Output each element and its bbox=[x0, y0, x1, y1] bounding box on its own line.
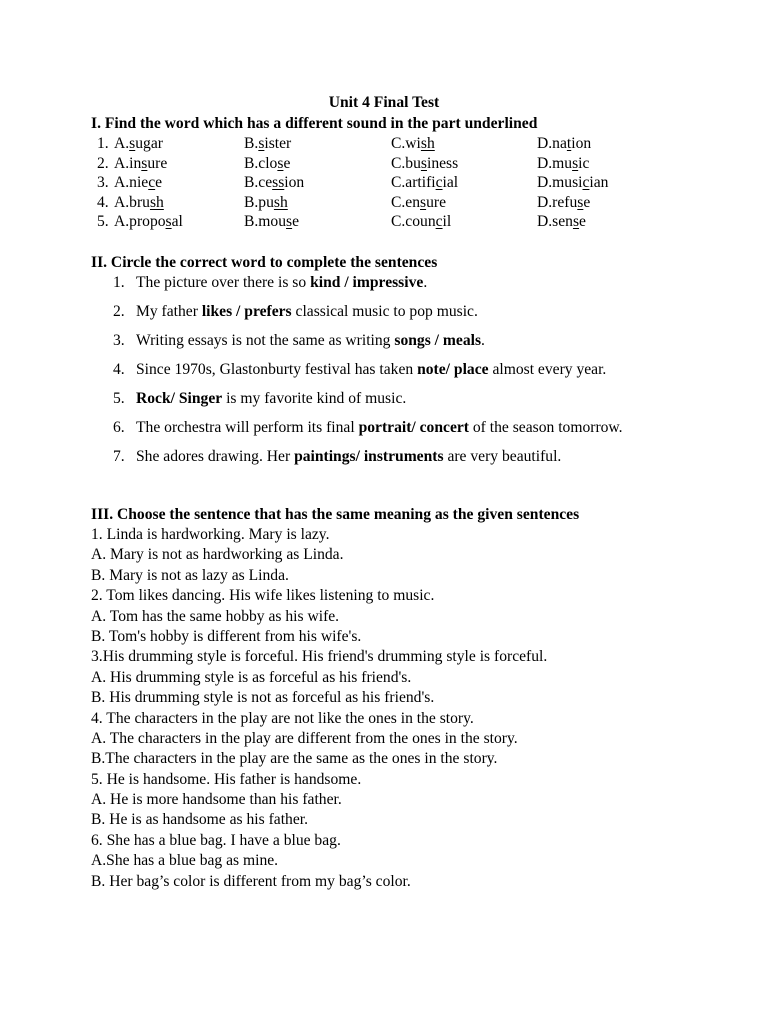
option-text: e bbox=[155, 174, 163, 192]
underlined-part: ss bbox=[272, 174, 285, 192]
answer-option bbox=[244, 154, 290, 174]
underlined-part: s bbox=[572, 213, 580, 231]
option-text: A.nie bbox=[114, 174, 149, 192]
option-text: C.bu bbox=[391, 154, 421, 172]
word-choice: kind / impressive bbox=[310, 274, 424, 291]
word-choice: paintings/ instruments bbox=[294, 448, 444, 465]
sentence-text: The picture over there is so bbox=[136, 274, 311, 291]
answer-option bbox=[391, 134, 435, 154]
exercise-line: B. He is as handsome as his father. bbox=[91, 811, 308, 829]
sentence-text: The orchestra will perform its final bbox=[136, 419, 359, 436]
exercise-line: 1. Linda is hardworking. Mary is lazy. bbox=[91, 526, 330, 543]
answer-option bbox=[244, 193, 288, 213]
option-text: ugar bbox=[135, 135, 163, 152]
item-sentence bbox=[136, 273, 427, 293]
underlined-part: s bbox=[258, 135, 265, 152]
answer-option bbox=[537, 154, 589, 174]
option-text: C.coun bbox=[391, 213, 436, 231]
exercise-line: 6. She has a blue bag. I have a blue bag. bbox=[91, 831, 341, 849]
section2-heading: II. Circle the correct word to complete the sentences bbox=[91, 254, 438, 271]
exercise-line: B. Her bag’s color is different from my bag’s color. bbox=[91, 872, 411, 890]
option-text: al bbox=[171, 213, 183, 231]
option-text: ure bbox=[426, 193, 447, 211]
word-choice: songs / meals bbox=[394, 332, 482, 349]
sentence-text: She adores drawing. Her bbox=[136, 448, 295, 465]
option-text: C.artifi bbox=[391, 174, 436, 192]
exercise-line: B. Tom's hobby is different from his wife's. bbox=[91, 627, 362, 645]
page-title: Unit 4 Final Test bbox=[328, 94, 440, 111]
option-text: e bbox=[579, 213, 586, 231]
answer-option bbox=[391, 193, 446, 213]
underlined-part: s bbox=[277, 154, 284, 172]
option-text: B.pu bbox=[244, 193, 274, 211]
answer-option bbox=[537, 212, 586, 232]
underlined-part: sh bbox=[420, 135, 435, 152]
option-text: A.bru bbox=[114, 193, 150, 211]
underlined-part: s bbox=[577, 193, 584, 211]
underlined-part: s bbox=[165, 213, 172, 231]
option-text: iness bbox=[426, 154, 459, 172]
option-text: ic bbox=[578, 154, 590, 172]
exercise-line: B. Mary is not as lazy as Linda. bbox=[91, 566, 289, 584]
section3-list bbox=[91, 525, 547, 892]
answer-option bbox=[114, 212, 183, 232]
sentence-text: is my favorite kind of music. bbox=[222, 390, 407, 407]
underlined-part: c bbox=[435, 213, 443, 231]
option-text: e bbox=[583, 193, 591, 211]
option-text: ial bbox=[442, 174, 459, 192]
option-text: C.wi bbox=[391, 135, 421, 152]
option-text: e bbox=[283, 154, 291, 172]
option-text: D.refu bbox=[537, 193, 578, 211]
item-number: 6. bbox=[113, 419, 125, 436]
answer-option bbox=[114, 193, 164, 213]
underlined-part: s bbox=[572, 154, 579, 172]
underlined-part: s bbox=[286, 213, 293, 231]
option-text: A.in bbox=[114, 154, 142, 172]
underlined-part: c bbox=[148, 174, 156, 192]
answer-option bbox=[537, 193, 590, 213]
option-text: D.sen bbox=[537, 213, 573, 231]
option-text: B. bbox=[244, 135, 259, 152]
item-number: 1. bbox=[113, 274, 125, 291]
word-choice: portrait/ concert bbox=[358, 419, 469, 436]
item-sentence bbox=[136, 389, 406, 409]
option-text: il bbox=[442, 213, 452, 231]
sentence-text: Writing essays is not the same as writing bbox=[136, 332, 395, 349]
underlined-part: s bbox=[141, 154, 148, 172]
answer-option bbox=[537, 134, 591, 154]
question-number: 1. bbox=[97, 135, 109, 152]
answer-option bbox=[391, 173, 458, 193]
answer-option bbox=[244, 134, 291, 154]
option-text: C.en bbox=[391, 193, 421, 211]
option-text: ian bbox=[589, 174, 609, 192]
item-number: 5. bbox=[113, 390, 125, 407]
answer-option bbox=[391, 154, 458, 174]
sentence-text: My father bbox=[136, 303, 202, 320]
item-sentence bbox=[136, 302, 478, 322]
option-text: D.mu bbox=[537, 154, 573, 172]
exercise-line: A. Mary is not as hardworking as Linda. bbox=[91, 546, 344, 564]
answer-option bbox=[114, 134, 163, 154]
underlined-part: s bbox=[420, 154, 427, 172]
item-number: 2. bbox=[113, 303, 125, 320]
option-text: B.clo bbox=[244, 154, 278, 172]
word-choice: note/ place bbox=[417, 361, 489, 378]
underlined-part: c bbox=[435, 174, 443, 192]
exercise-line: B. His drumming style is not as forceful as his friend's. bbox=[91, 689, 435, 707]
answer-option bbox=[537, 173, 608, 193]
underlined-part: sh bbox=[273, 193, 288, 211]
exercise-line: A.She has a blue bag as mine. bbox=[91, 852, 279, 870]
sentence-text: of the season tomorrow. bbox=[468, 419, 623, 436]
exercise-line: B.The characters in the play are the same as the ones in the story. bbox=[91, 750, 498, 768]
question-number: 4. bbox=[97, 193, 109, 211]
underlined-part: sh bbox=[149, 193, 164, 211]
exercise-line: 2. Tom likes dancing. His wife likes listening to music. bbox=[91, 587, 435, 605]
exercise-line: A. His drumming style is as forceful as his friend's. bbox=[91, 668, 412, 686]
option-text: A. bbox=[114, 135, 130, 152]
answer-option bbox=[114, 154, 167, 174]
option-text: e bbox=[292, 213, 300, 231]
answer-option bbox=[244, 173, 304, 193]
section3-heading: III. Choose the sentence that has the same meaning as the given sentences bbox=[91, 506, 580, 523]
answer-option bbox=[114, 173, 162, 193]
item-sentence bbox=[136, 360, 606, 380]
option-text: ister bbox=[264, 135, 292, 152]
underlined-part: t bbox=[566, 135, 572, 152]
option-text: ure bbox=[147, 154, 168, 172]
option-text: B.mou bbox=[244, 213, 287, 231]
exercise-line: A. Tom has the same hobby as his wife. bbox=[91, 607, 340, 625]
sentence-text: classical music to pop music. bbox=[291, 303, 478, 320]
option-text: D.na bbox=[537, 135, 567, 152]
section1-heading: I. Find the word which has a different sound in the part underlined bbox=[91, 115, 538, 132]
item-number: 3. bbox=[113, 332, 125, 349]
option-text: A.propo bbox=[114, 213, 166, 231]
word-choice: Rock/ Singer bbox=[136, 390, 223, 407]
exercise-line: 3.His drumming style is forceful. His friend's drumming style is forceful. bbox=[91, 648, 548, 666]
option-text: D.musi bbox=[537, 174, 583, 192]
item-sentence bbox=[136, 447, 561, 467]
exercise-line: 4. The characters in the play are not like the ones in the story. bbox=[91, 709, 474, 727]
question-number: 5. bbox=[97, 213, 109, 231]
sentence-text: are very beautiful. bbox=[443, 448, 562, 465]
sentence-text: . bbox=[481, 332, 485, 349]
sentence-text: Since 1970s, Glastonburty festival has taken bbox=[136, 361, 418, 378]
option-text: ion bbox=[284, 174, 305, 192]
underlined-part: c bbox=[582, 174, 590, 192]
answer-option bbox=[391, 212, 451, 232]
item-sentence bbox=[136, 418, 623, 438]
option-text: B.ce bbox=[244, 174, 273, 192]
answer-option bbox=[244, 212, 299, 232]
word-choice: likes / prefers bbox=[201, 303, 292, 320]
question-number: 2. bbox=[97, 154, 109, 172]
item-number: 7. bbox=[113, 448, 125, 465]
underlined-part: s bbox=[129, 135, 136, 152]
exercise-line: A. He is more handsome than his father. bbox=[91, 791, 342, 809]
question-number: 3. bbox=[97, 174, 109, 192]
underlined-part: s bbox=[420, 193, 427, 211]
exercise-line: A. The characters in the play are different from the ones in the story. bbox=[91, 729, 518, 747]
exercise-line: 5. He is handsome. His father is handsome. bbox=[91, 770, 362, 788]
sentence-text: almost every year. bbox=[488, 361, 607, 378]
option-text: ion bbox=[571, 135, 592, 152]
item-sentence bbox=[136, 331, 485, 351]
sentence-text: . bbox=[423, 274, 428, 291]
item-number: 4. bbox=[113, 361, 125, 378]
